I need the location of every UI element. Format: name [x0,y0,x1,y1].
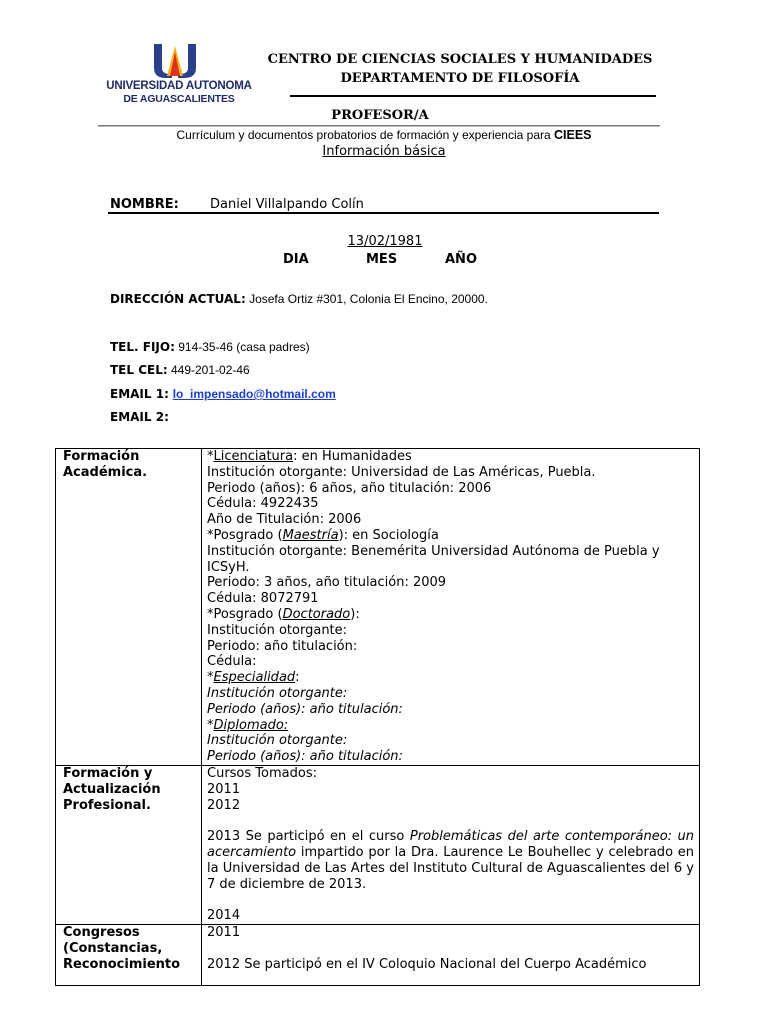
tel-fijo-row [110,340,310,354]
cursos-tomados: Cursos Tomados: [207,765,317,781]
doc-pre: *Posgrado ( [207,606,283,622]
tel-cel-row [110,363,250,377]
tel-fijo-value: 914-35-46 (casa padres) [174,340,310,354]
doctorado-line [207,607,694,623]
nombre-value: Daniel Villalpando Colín [210,197,364,212]
congresos-label: Congresos (Constancias, Reconocimiento [56,924,202,985]
lic-anio: Año de Titulación: 2006 [207,512,362,528]
doc-institucion: Institución otorgante: [207,622,348,638]
formacion-actualizacion-label: Formación y Actualización Profesional. [56,765,202,924]
lic-rest: : en Humanidades [293,449,412,464]
course-2013-pre: 2013 Se participó en el curso [207,829,410,845]
course-2013-title: Problemáticas del arte contemporáneo: un acercamiento [207,829,695,860]
subtitle-bold: CIEES [554,128,592,142]
university-emblem-icon [150,42,200,80]
blank-line [207,813,694,829]
cv-table [55,448,700,986]
subtitle-text: Currículum y documentos probatorios de formación y experiencia para [176,128,554,142]
nombre-underline [108,212,659,214]
mae-institucion: Institución otorgante: Benemérita Universidad Autónoma de Puebla y ICSyH. [207,543,660,575]
direccion-row [110,292,488,306]
lic-cedula: Cédula: 4922435 [207,496,319,512]
year-2012: 2012 [207,797,241,813]
congresos-2011: 2011 [207,924,241,940]
year-2014: 2014 [207,908,241,924]
university-logo [104,42,254,108]
doc-periodo: Periodo: año titulación: [207,638,358,654]
email2-label: EMAIL 2: [110,410,169,424]
anio-label: AÑO [445,252,477,267]
formacion-actualizacion-content [202,765,700,924]
mae-pre: *Posgrado ( [207,527,283,543]
tel-cel-label: TEL CEL: [110,363,168,377]
dip-title: Diplomado: [213,717,289,733]
section-divider [98,125,660,126]
lic-star: * [207,449,214,464]
email1-label: EMAIL 1: [110,387,169,401]
doc-post: ): [350,606,360,622]
especialidad-line [207,670,694,686]
lic-periodo: Periodo (años): 6 años, año titulación: 2006 [207,480,492,496]
table-row [56,765,700,924]
course-2013-post: impartido por la Dra. Laurence Le Bouhellec y celebrado en la Universidad de Las Artes del Instituto Cultural de Aguascalientes del 6 y 7 de diciembre de 2013. [207,844,694,892]
diplomado-line [207,718,694,734]
birth-date: 13/02/1981 [347,234,423,249]
document-subtitle [0,128,768,142]
department-name: DEPARTAMENTO DE FILOSOFÍA [340,71,580,86]
year-2011: 2011 [207,781,241,797]
esp-periodo: Periodo (años): año titulación: [207,701,403,717]
tel-cel-value: 449-201-02-46 [167,363,250,377]
blank-line [207,892,694,908]
role-title: PROFESOR/A [331,108,429,123]
dip-star: * [207,717,214,733]
dip-periodo: Periodo (años): año titulación: [207,749,403,765]
logo-text-line2: DE AGUASCALIENTES [123,93,235,105]
table-row [56,449,700,766]
lic-title: Licenciatura [213,449,294,464]
mae-title: Maestría [282,527,339,543]
tel-fijo-label: TEL. FIJO: [110,340,175,354]
email1-row [110,387,336,401]
direccion-label: DIRECCIÓN ACTUAL: [110,292,246,306]
email1-link[interactable]: lo_impensado@hotmail.com [172,387,336,401]
section-title: Información básica [322,144,446,159]
blank-line [207,941,694,957]
nombre-label: NOMBRE: [110,197,179,212]
congresos-content [202,924,700,985]
congresos-2012: 2012 Se participó en el IV Coloquio Nacional del Cuerpo Académico [207,956,647,972]
doc-cedula: Cédula: [207,654,257,670]
esp-institucion: Institución otorgante: [207,685,348,701]
table-row [56,924,700,985]
maestria-line [207,528,694,544]
mae-post: ): en Sociología [338,527,439,543]
direccion-value: Josefa Ortiz #301, Colonia El Encino, 20000. [245,292,488,306]
mae-periodo: Periodo: 3 años, año titulación: 2009 [207,575,447,591]
licenciatura-line [207,449,694,465]
mae-cedula: Cédula: 8072791 [207,591,319,607]
esp-title: Especialidad [213,670,296,686]
lic-institucion: Institución otorgante: Universidad de Las Américas, Puebla. [207,464,596,480]
formacion-academica-label: Formación Académica. [56,449,202,766]
logo-text-line1: UNIVERSIDAD AUTONOMA [106,80,252,92]
esp-star: * [207,670,214,686]
doc-title: Doctorado [282,606,351,622]
email2-row [110,410,169,424]
course-2013 [207,829,694,892]
formacion-academica-content [202,449,700,766]
center-name: CENTRO DE CIENCIAS SOCIALES Y HUMANIDADES [267,52,653,67]
dia-label: DIA [283,252,309,267]
esp-post: : [295,670,300,686]
dip-institucion: Institución otorgante: [207,733,348,749]
header-divider [290,95,656,97]
mes-label: MES [366,252,398,267]
